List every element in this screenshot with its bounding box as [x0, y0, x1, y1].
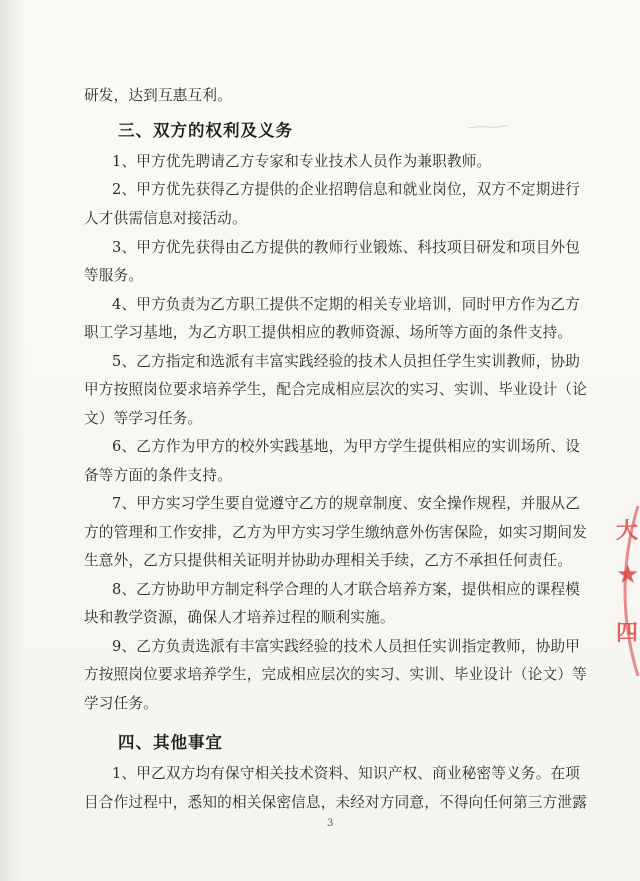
- page-number: 3: [327, 818, 334, 829]
- text-line: 备等方面的条件支持。: [84, 467, 232, 484]
- red-seal-stamp: [608, 506, 640, 676]
- text-line: 8、乙方协助甲方制定科学合理的人才联合培养方案，提供相应的课程模: [112, 581, 581, 598]
- text-line: 4、甲方负责为乙方职工提供不定期的相关专业培训，同时甲方作为乙方: [112, 296, 581, 313]
- text-line: 块和教学资源，确保人才培养过程的顺利实施。: [84, 609, 395, 626]
- star-icon: ★: [616, 560, 640, 590]
- text-line: 甲方按照岗位要求培养学生，配合完成相应层次的实习、实训、毕业设计（论: [84, 381, 587, 398]
- text-line: 1、甲乙双方均有保守相关技术资料、知识产权、商业秘密等义务。在项: [112, 765, 581, 782]
- text-line: 生意外，乙方只提供相关证明并协助办理相关手续，乙方不承担任何责任。: [84, 552, 573, 569]
- stamp-char-2: 四: [616, 621, 639, 646]
- text-line: 研发，达到互惠互利。: [84, 87, 232, 104]
- section-heading: 三、双方的权利及义务: [118, 121, 293, 140]
- text-line: 1、甲方优先聘请乙方专家和专业技术人员作为兼职教师。: [112, 153, 492, 170]
- text-line: 文）等学习任务。: [84, 410, 203, 427]
- text-line: 目合作过程中，悉知的相关保密信息，未经对方同意，不得向任何第三方泄露: [84, 794, 587, 811]
- text-line: 方按照岗位要求培养学生，完成相应层次的实习、实训、毕业设计（论文）等: [84, 666, 587, 683]
- page-fold-shadow: [0, 0, 26, 881]
- text-line: 人才供需信息对接活动。: [84, 210, 247, 227]
- section-heading: 四、其他事宜: [118, 733, 223, 752]
- text-line: 9、乙方负责选派有丰富实践经验的技术人员担任实训指定教师，协助甲: [112, 638, 581, 655]
- text-line: 5、乙方指定和选派有丰富实践经验的技术人员担任学生实训教师，协助: [112, 353, 581, 370]
- paper-speck-mark: [468, 124, 508, 130]
- text-line: 7、甲方实习学生要自觉遵守乙方的规章制度、安全操作规程，并服从乙: [112, 495, 581, 512]
- stamp-char-1: 大: [616, 519, 639, 544]
- text-line: 学习任务。: [84, 695, 158, 712]
- text-line: 职工学习基地，为乙方职工提供相应的教师资源、场所等方面的条件支持。: [84, 324, 573, 341]
- text-line: 3、甲方优先获得由乙方提供的教师行业锻炼、科技项目研发和项目外包: [112, 239, 581, 256]
- text-line: 2、甲方优先获得乙方提供的企业招聘信息和就业岗位，双方不定期进行: [112, 181, 581, 198]
- text-line: 方的管理和工作安排，乙方为甲方实习学生缴纳意外伤害保险，如实习期间发: [84, 524, 587, 541]
- text-line: 6、乙方作为甲方的校外实践基地，为甲方学生提供相应的实训场所、设: [112, 438, 581, 455]
- text-line: 等服务。: [84, 267, 144, 284]
